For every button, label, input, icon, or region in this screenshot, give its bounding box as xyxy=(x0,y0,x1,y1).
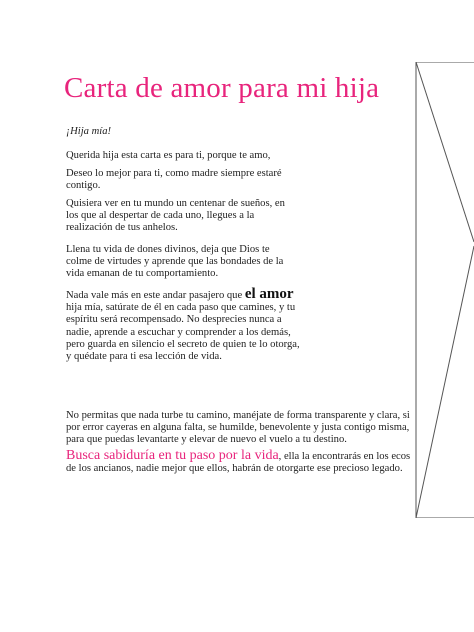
paragraph-5 xyxy=(66,288,306,363)
paragraph-3: Quisiera ver en tu mundo un centenar de sueños, en los que al despertar de cada uno, llegues a la realización de tus anhelos. xyxy=(66,198,285,234)
paragraph-5-lead: Nada vale más en este andar pasajero que xyxy=(66,290,245,301)
frame-lower-diagonal xyxy=(416,246,474,518)
paragraph-6: No permitas que nada turbe tu camino, manéjate de forma transparente y clara, si por error cayeras en alguna falta, se humilde, benevolente y justa contigo misma, para que puedas levantarte y elevar de nuevo el vuelo a tu destino. xyxy=(66,410,410,446)
decorative-envelope-frame xyxy=(412,62,474,518)
el-amor-emphasis: el amor xyxy=(244,286,294,302)
page-title: Carta de amor para mi hija xyxy=(64,72,380,104)
paragraph-4: Llena tu vida de dones divinos, deja que Dios te colme de virtudes y aprende que las bondades de la vida emanan de tu comportamiento. xyxy=(66,244,284,280)
paragraph-2: Deseo lo mejor para ti, como madre siempre estaré contigo. xyxy=(66,168,282,192)
frame-upper-diagonal xyxy=(416,62,474,242)
greeting: ¡Hija mía! xyxy=(66,126,112,137)
busca-sabiduria-emphasis: Busca sabiduría en tu paso por la vida xyxy=(66,448,279,463)
paragraph-1: Querida hija esta carta es para ti, porque te amo, xyxy=(66,150,271,161)
paragraph-7-rest: , ella la encontrarás en los ecos de los ancianos, nadie mejor que ellos, habrán de otorgarte ese precioso legado. xyxy=(66,451,411,475)
paragraph-5-rest: hija mía, satúrate de él en cada paso que camines, y tu espíritu será recompensado. No desprecies nunca a nadie, aprende a escuchar y comprender a los demás, pero guarda en silencio el secreto de quien te lo otorga, y quédate para ti esa lección de vida. xyxy=(66,302,300,363)
paragraph-7 xyxy=(66,450,416,475)
